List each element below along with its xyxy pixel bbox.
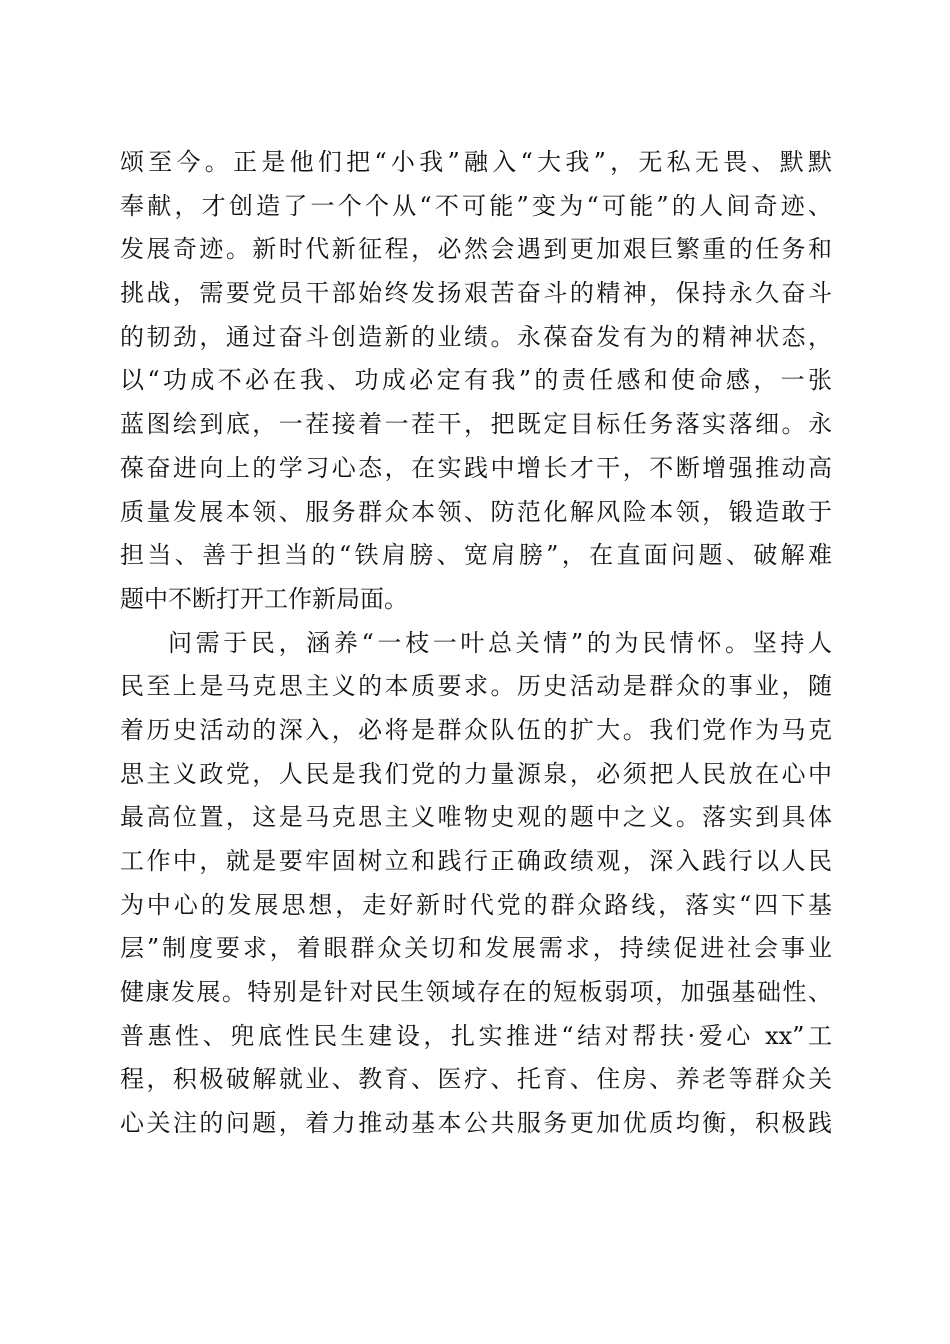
text-line: 健康发展。特别是针对民生领域存在的短板弱项，加强基础性、 <box>120 978 832 1007</box>
body-text <box>120 141 832 1146</box>
text-line: 问需于民，涵养“一枝一叶总关情”的为民情怀。坚持人 <box>168 628 832 657</box>
text-line: 以“功成不必在我、功成必定有我”的责任感和使命感，一张 <box>120 366 832 395</box>
text-line: 担当、善于担当的“铁肩膀、宽肩膀”，在直面问题、破解难 <box>120 541 832 570</box>
text-line: 层”制度要求，着眼群众关切和发展需求，持续促进社会事业 <box>120 934 832 963</box>
text-line: 质量发展本领、服务群众本领、防范化解风险本领，锻造敢于 <box>120 497 832 526</box>
text-line: 葆奋进向上的学习心态，在实践中增长才干，不断增强推动高 <box>120 453 832 482</box>
text-line: 程，积极破解就业、教育、医疗、托育、住房、养老等群众关 <box>120 1065 832 1094</box>
text-line: 挑战，需要党员干部始终发扬艰苦奋斗的精神，保持永久奋斗 <box>120 279 832 308</box>
text-line: 着历史活动的深入，必将是群众队伍的扩大。我们党作为马克 <box>120 715 832 744</box>
text-line: 发展奇迹。新时代新征程，必然会遇到更加艰巨繁重的任务和 <box>120 235 832 264</box>
text-line: 颂至今。正是他们把“小我”融入“大我”，无私无畏、默默 <box>120 148 832 176</box>
text-line: 为中心的发展思想，走好新时代党的群众路线，落实“四下基 <box>120 890 832 919</box>
text-line: 蓝图绘到底，一茬接着一茬干，把既定目标任务落实落细。永 <box>120 410 832 439</box>
paragraph <box>120 622 832 1146</box>
text-line: 思主义政党，人民是我们党的力量源泉，必须把人民放在心中 <box>120 759 832 788</box>
text-line: 普惠性、兜底性民生建设，扎实推进“结对帮扶·爱心 xx”工 <box>120 1021 832 1050</box>
text-line: 题中不断打开工作新局面。 <box>120 584 408 613</box>
text-line: 心关注的问题，着力推动基本公共服务更加优质均衡，积极践 <box>120 1109 832 1138</box>
text-line: 奉献，才创造了一个个从“不可能”变为“可能”的人间奇迹、 <box>120 191 832 220</box>
paragraph <box>120 141 832 622</box>
text-line: 的韧劲，通过奋斗创造新的业绩。永葆奋发有为的精神状态， <box>120 322 832 351</box>
text-line: 最高位置，这是马克思主义唯物史观的题中之义。落实到具体 <box>120 803 832 832</box>
text-line: 工作中，就是要牢固树立和践行正确政绩观，深入践行以人民 <box>120 847 832 875</box>
text-line: 民至上是马克思主义的本质要求。历史活动是群众的事业，随 <box>120 672 832 701</box>
